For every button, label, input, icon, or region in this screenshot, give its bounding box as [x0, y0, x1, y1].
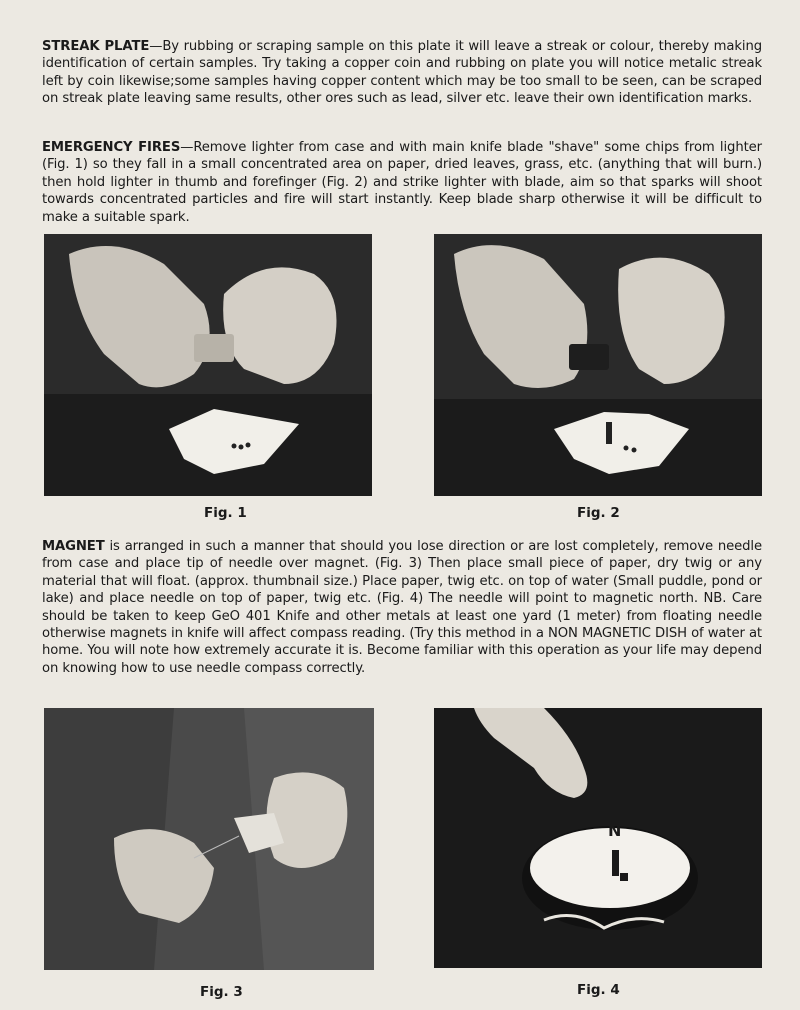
- emergency-fires-heading: EMERGENCY FIRES: [42, 140, 181, 155]
- magnet-paragraph: [42, 538, 762, 677]
- figure-1-caption: Fig. 1: [204, 505, 247, 521]
- bowl-n-marker: N: [608, 821, 622, 840]
- streak-plate-paragraph: [42, 38, 762, 108]
- figure-3-photo: [44, 708, 374, 970]
- figure-4-photo: [434, 708, 762, 968]
- streak-plate-heading: STREAK PLATE: [42, 39, 150, 54]
- magnet-heading: MAGNET: [42, 539, 105, 554]
- emergency-fires-text: —Remove lighter from case and with main knife blade "shave" some chips from lighter (Fig. 1) so they fall in a small concentrated area on paper, dried leaves, grass, etc. (anything that will burn.) then hold lighter in thumb and forefinger (Fig. 2) and strike lighter with blade, aim so that sparks will shoot towards concentrated particles and fire will start instantly. Keep blade sharp otherwise it will be difficult to make a suitable spark.: [42, 140, 762, 225]
- emergency-fires-paragraph: [42, 139, 762, 226]
- figure-3-caption: Fig. 3: [200, 984, 243, 1000]
- magnet-text: is arranged in such a manner that should you lose direction or are lost completely, remove needle from case and place tip of needle over magnet. (Fig. 3) Then place small piece of paper, dry twig or any material that will float. (approx. thumbnail size.) Place paper, twig etc. on top of water (Small puddle, pond or lake) and place needle on top of paper, twig etc. (Fig. 4) The needle will point to magnetic north. NB. Care should be taken to keep GeO 401 Knife and other metals at least one yard (1 meter) from floating needle otherwise magnets in knife will affect compass reading. (Try this method in a NON MAGNETIC DISH of water at home. You will note how extremely accurate it is. Become familiar with this operation as your life may depend on knowing how to use needle compass correctly.: [42, 539, 762, 676]
- figure-4-caption: Fig. 4: [577, 982, 620, 998]
- figure-2-caption: Fig. 2: [577, 505, 620, 521]
- figure-2-photo: [434, 234, 762, 496]
- figure-1-photo: [44, 234, 372, 496]
- streak-plate-text: —By rubbing or scraping sample on this plate it will leave a streak or colour, thereby making identification of certain samples. Try taking a copper coin and rubbing on plate you will notice metalic streak left by coin likewise;some samples having copper content which may be too small to be seen, can be scraped on streak plate leaving same results, other ores such as lead, silver etc. leave their own identification marks.: [42, 39, 762, 107]
